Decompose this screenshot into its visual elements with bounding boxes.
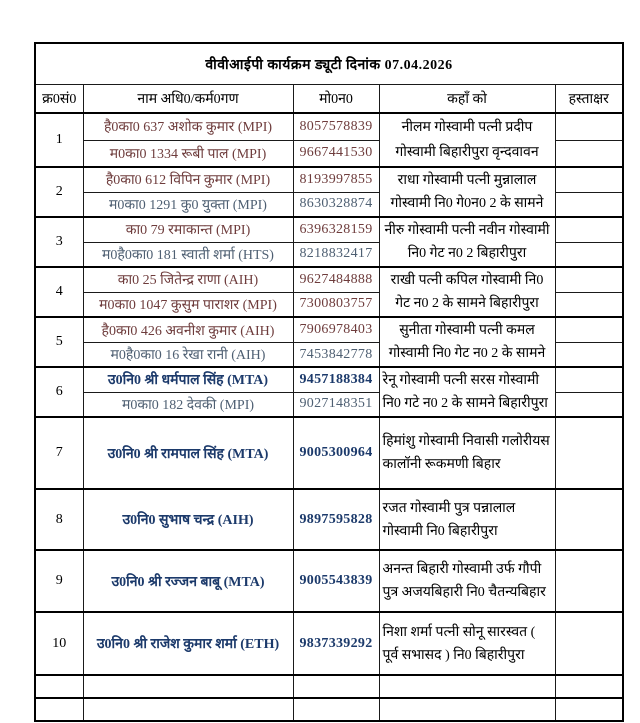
name-cell <box>83 698 293 721</box>
signature-cell <box>555 242 623 267</box>
name-cell: का0 79 रमाकान्त (MPI) <box>83 217 293 242</box>
table-row <box>35 267 623 292</box>
phone-cell: 9027148351 <box>293 392 379 417</box>
where-cell: हिमांशु गोस्वामी निवासी गलोरीयस कालॉनी रूकमणी बिहार <box>379 417 555 489</box>
name-cell: है0का0 426 अवनीश कुमार (AIH) <box>83 317 293 343</box>
name-cell: उ0नि0 श्री रज्जन बाबू (MTA) <box>83 550 293 612</box>
signature-cell <box>555 698 623 721</box>
phone-cell <box>293 698 379 721</box>
duty-table <box>34 42 624 722</box>
phone-cell: 6396328159 <box>293 217 379 242</box>
where-cell: नीरु गोस्वामी पत्नी नवीन गोस्वामी नि0 गेट न0 2 बिहारीपुरा <box>379 217 555 267</box>
phone-cell: 9005300964 <box>293 417 379 489</box>
col-header-where: कहाँ को <box>379 85 555 114</box>
table-row <box>35 550 623 612</box>
signature-cell <box>555 612 623 675</box>
where-cell: नीलम गोस्वामी पत्नी प्रदीप गोस्वामी बिहारीपुरा वृन्दवावन <box>379 113 555 167</box>
signature-cell <box>555 167 623 192</box>
signature-cell <box>555 292 623 317</box>
name-cell: का0 25 जितेन्द्र राणा (AIH) <box>83 267 293 292</box>
phone-cell: 9837339292 <box>293 612 379 675</box>
phone-cell: 8218832417 <box>293 242 379 267</box>
serial-cell: 4 <box>35 267 83 317</box>
where-cell: रेनू गोस्वामी पत्नी सरस गोस्वामी नि0 गटे न0 2 के सामने बिहारीपुरा <box>379 367 555 417</box>
page-title: वीवीआईपी कार्यक्रम ड्यूटी दिनांक 07.04.2026 <box>35 43 623 85</box>
where-cell: राखी पत्नी कपिल गोस्वामी नि0 गेट न0 2 के सामने बिहारीपुरा <box>379 267 555 317</box>
signature-cell <box>555 192 623 217</box>
signature-cell <box>555 267 623 292</box>
phone-cell: 8630328874 <box>293 192 379 217</box>
signature-cell <box>555 217 623 242</box>
col-header-signature: हस्ताक्षर <box>555 85 623 114</box>
signature-cell <box>555 343 623 367</box>
phone-cell: 9667441530 <box>293 140 379 167</box>
signature-cell <box>555 317 623 343</box>
signature-cell <box>555 367 623 392</box>
serial-cell: 3 <box>35 217 83 267</box>
name-cell: म0का0 1291 कु0 युक्ता (MPI) <box>83 192 293 217</box>
phone-cell <box>293 675 379 698</box>
serial-cell <box>35 675 83 698</box>
serial-cell: 6 <box>35 367 83 417</box>
where-cell: रजत गोस्वामी पुत्र पन्नालाल गोस्वामी नि0 बिहारीपुरा <box>379 489 555 550</box>
signature-cell <box>555 675 623 698</box>
table-row <box>35 417 623 489</box>
title-row <box>35 43 623 85</box>
table-row <box>35 489 623 550</box>
col-header-serial: क्र0सं0 <box>35 85 83 114</box>
header-row <box>35 85 623 114</box>
name-cell: म0का0 1334 रूबी पाल (MPI) <box>83 140 293 167</box>
where-cell: सुनीता गोस्वामी पत्नी कमल गोस्वामी नि0 गेट न0 2 के सामने <box>379 317 555 367</box>
table-row <box>35 317 623 343</box>
serial-cell: 10 <box>35 612 83 675</box>
col-header-name: नाम अधि0/कर्म0गण <box>83 85 293 114</box>
name-cell <box>83 675 293 698</box>
where-cell: राधा गोस्वामी पत्नी मुन्नालाल गोस्वामी नि0 गे0न0 2 के सामने <box>379 167 555 217</box>
name-cell: उ0नि0 श्री रामपाल सिंह (MTA) <box>83 417 293 489</box>
name-cell: उ0नि0 श्री धर्मपाल सिंह (MTA) <box>83 367 293 392</box>
name-cell: है0का0 637 अशोक कुमार (MPI) <box>83 113 293 140</box>
signature-cell <box>555 113 623 140</box>
table-row <box>35 367 623 392</box>
serial-cell: 5 <box>35 317 83 367</box>
serial-cell: 9 <box>35 550 83 612</box>
phone-cell: 7300803757 <box>293 292 379 317</box>
phone-cell: 7453842778 <box>293 343 379 367</box>
phone-cell: 8057578839 <box>293 113 379 140</box>
table-row <box>35 612 623 675</box>
where-cell <box>379 698 555 721</box>
name-cell: उ0नि0 श्री राजेश कुमार शर्मा (ETH) <box>83 612 293 675</box>
table-row <box>35 217 623 242</box>
phone-cell: 9457188384 <box>293 367 379 392</box>
signature-cell <box>555 392 623 417</box>
empty-row <box>35 698 623 721</box>
signature-cell <box>555 417 623 489</box>
name-cell: उ0नि0 सुभाष चन्द्र (AIH) <box>83 489 293 550</box>
serial-cell: 7 <box>35 417 83 489</box>
phone-cell: 7906978403 <box>293 317 379 343</box>
where-cell: अनन्त बिहारी गोस्वामी उर्फ गौपी पुत्र अजयबिहारी नि0 चैतन्यबिहार <box>379 550 555 612</box>
where-cell <box>379 675 555 698</box>
name-cell: म0का0 1047 कुसुम पाराशर (MPI) <box>83 292 293 317</box>
phone-cell: 9897595828 <box>293 489 379 550</box>
name-cell: म0है0का0 16 रेखा रानी (AIH) <box>83 343 293 367</box>
serial-cell: 1 <box>35 113 83 167</box>
where-cell: निशा शर्मा पत्नी सोनू सारस्वत ( पूर्व सभासद ) नि0 बिहारीपुरा <box>379 612 555 675</box>
phone-cell: 8193997855 <box>293 167 379 192</box>
name-cell: म0का0 182 देवकी (MPI) <box>83 392 293 417</box>
empty-row <box>35 675 623 698</box>
signature-cell <box>555 550 623 612</box>
phone-cell: 9005543839 <box>293 550 379 612</box>
name-cell: है0का0 612 विपिन कुमार (MPI) <box>83 167 293 192</box>
table-row <box>35 167 623 192</box>
signature-cell <box>555 140 623 167</box>
signature-cell <box>555 489 623 550</box>
col-header-phone: मो0न0 <box>293 85 379 114</box>
serial-cell <box>35 698 83 721</box>
serial-cell: 2 <box>35 167 83 217</box>
phone-cell: 9627484888 <box>293 267 379 292</box>
table-row <box>35 113 623 140</box>
name-cell: म0है0का0 181 स्वाती शर्मा (HTS) <box>83 242 293 267</box>
serial-cell: 8 <box>35 489 83 550</box>
